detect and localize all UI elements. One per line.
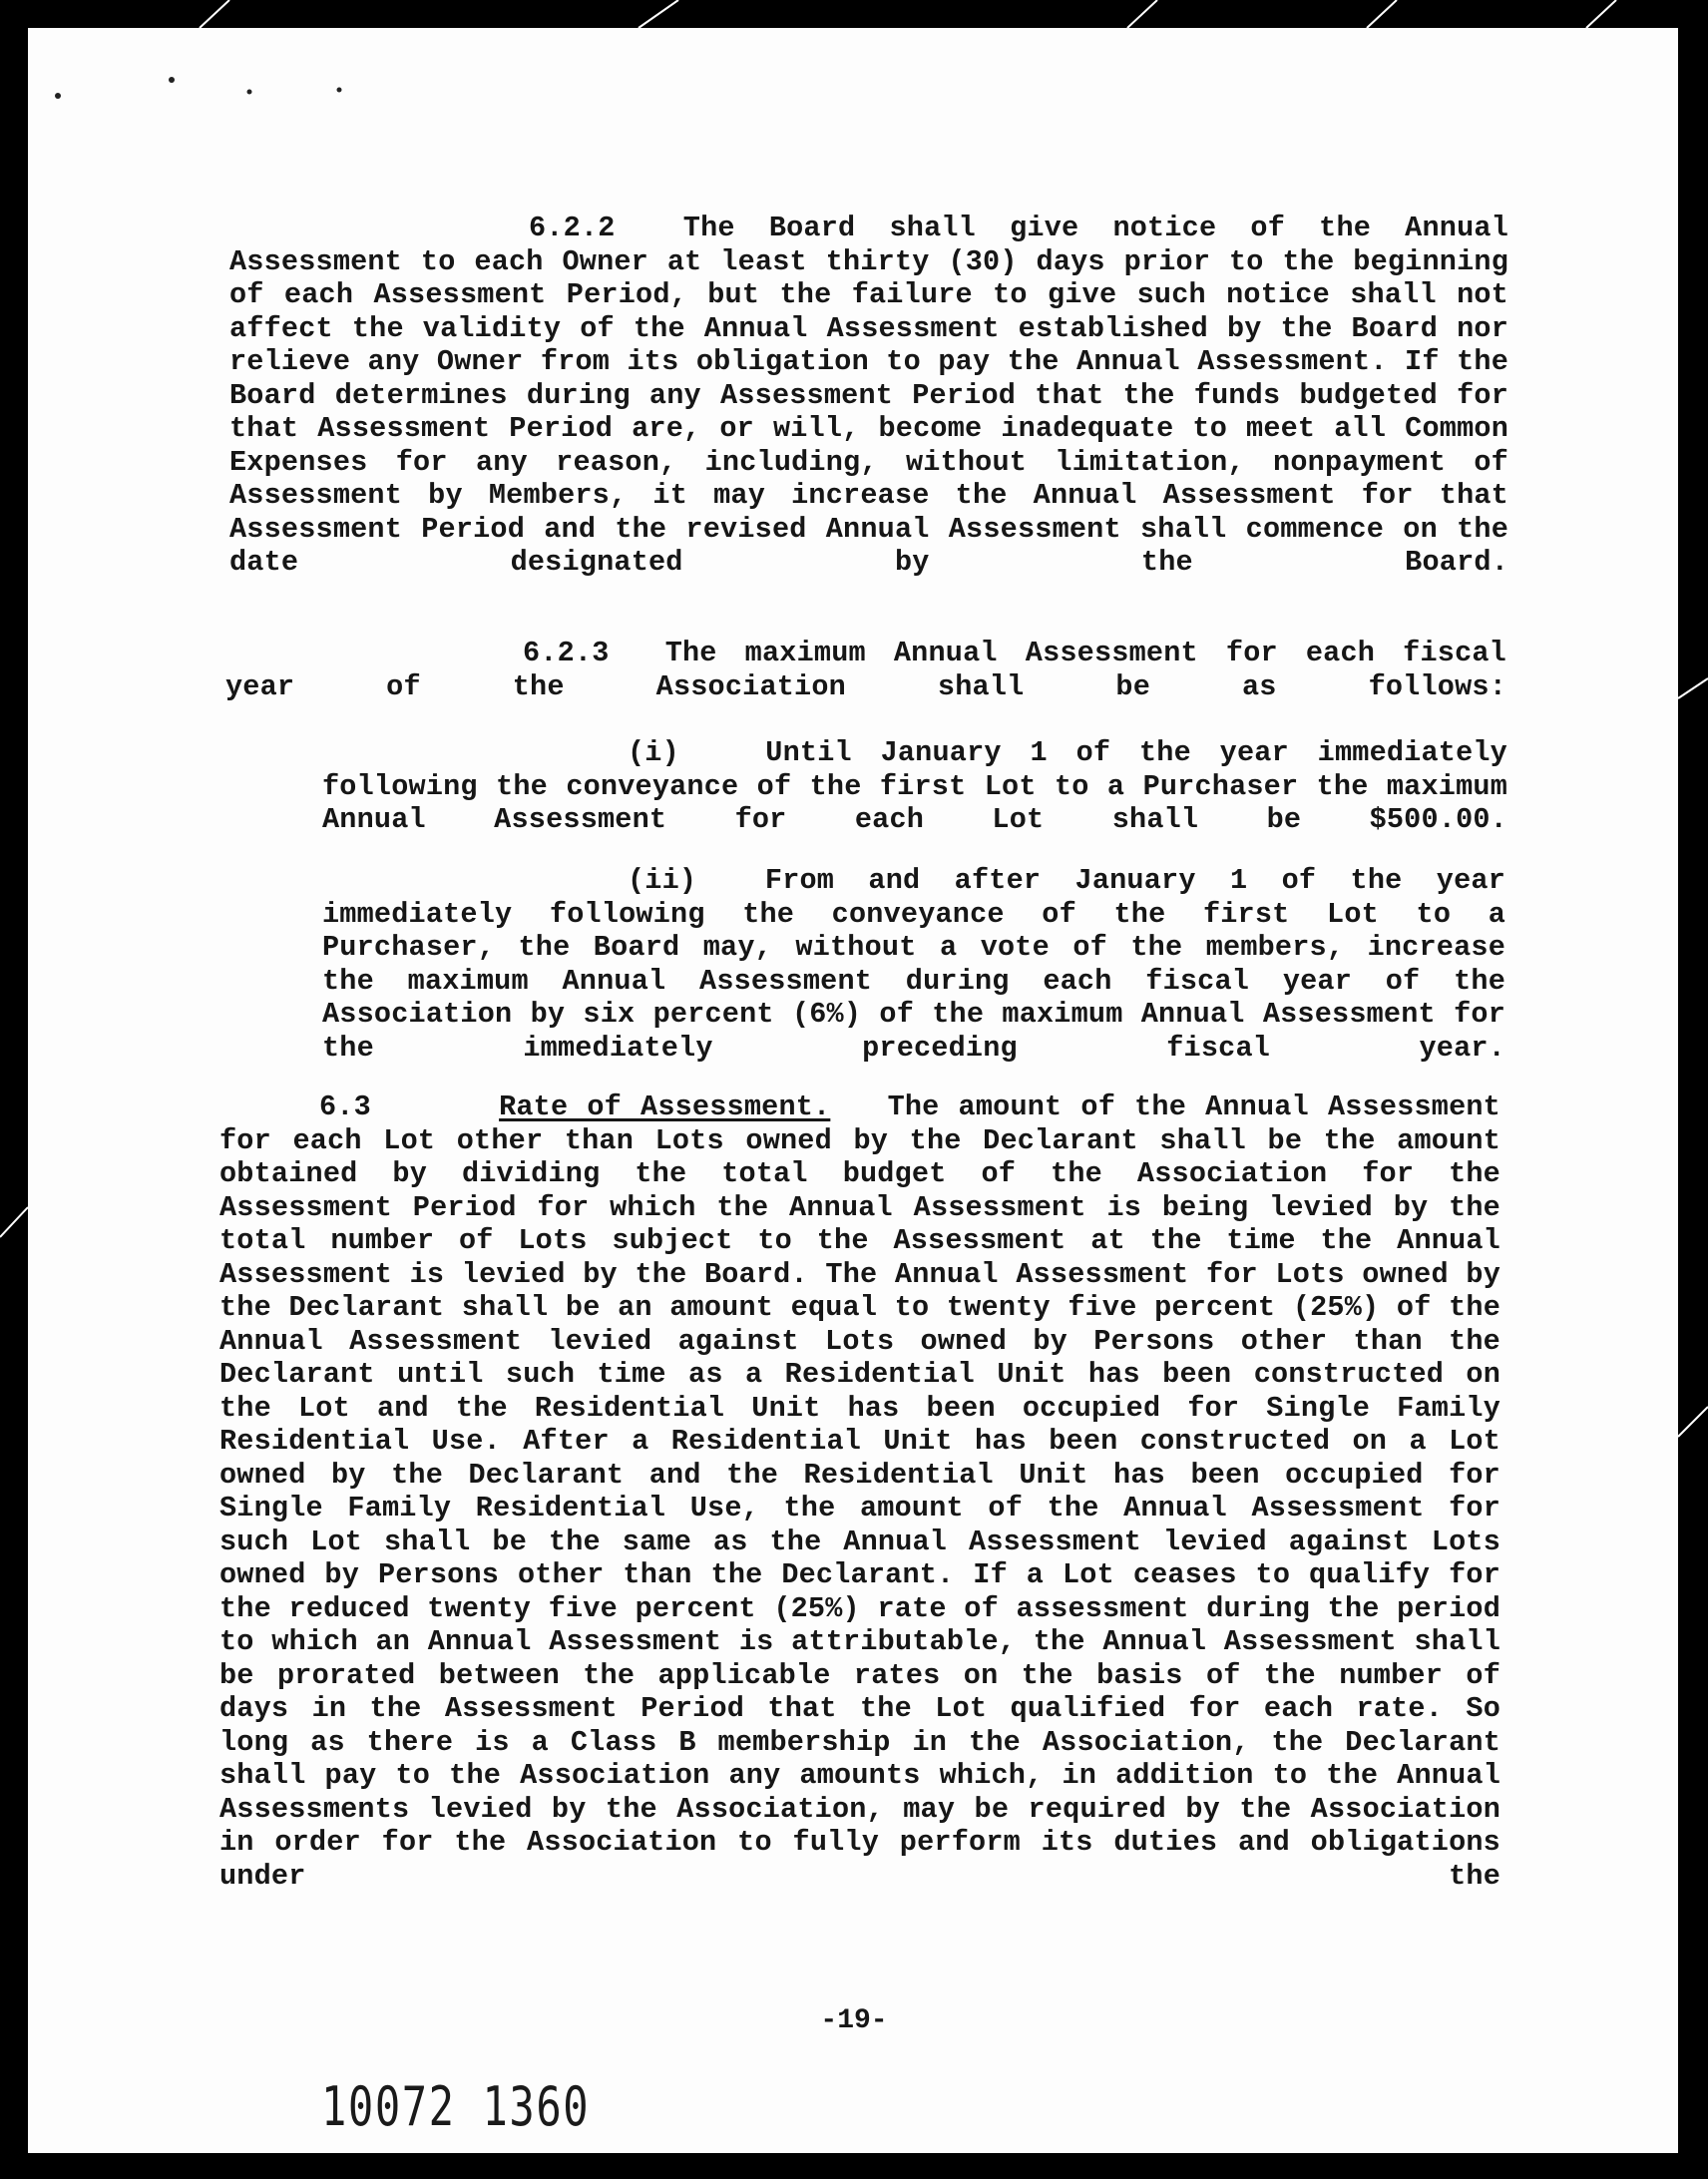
section-6-2-2-number: 6.2.2 bbox=[529, 212, 616, 244]
document-code: 10072 1360 bbox=[321, 2075, 591, 2138]
item-ii-paragraph bbox=[322, 864, 1505, 1065]
item-i-paragraph bbox=[322, 736, 1507, 837]
section-6-2-3-number: 6.2.3 bbox=[523, 637, 610, 669]
section-6-3-paragraph bbox=[219, 1090, 1500, 1893]
item-i-label: (i) bbox=[628, 736, 679, 769]
section-6-3-text: The amount of the Annual Assessment for each Lot other than Lots owned by the Declarant shall be the amount obtained by dividing the total budget of the Association for the Assessment Period for which the Annual Assessment is being levied by the total number of Lots subject to the Assessment at the time the Annual Assessment is levied by the Board. The Annual Assessment for Lots owned by the Declarant shall be an amount equal to twenty five percent (25%) of the Annual Assessment levied against Lots owned by Persons other than the Declarant until such time as a Residential Unit has been constructed on the Lot and the Residential Unit has been occupied for Single Family Residential Use. After a Residential Unit has been constructed on a Lot owned by the Declarant and the Residential Unit has been occupied for Single Family Residential Use, the amount of the Annual Assessment for such Lot shall be the same as the Annual Assessment levied against Lots owned by Persons other than the Declarant. If a Lot ceases to qualify for the reduced twenty five percent (25%) rate of assessment during the period to which an Annual Assessment is attributable, the Annual Assessment shall be prorated between the applicable rates on the basis of the number of days in the Assessment Period that the Lot qualified for each rate. So long as there is a Class B membership in the Association, the Declarant shall pay to the Association any amounts which, in addition to the Annual Assessments levied by the Association, may be required by the Association in order for the Association to fully perform its duties and obligations under the bbox=[219, 1090, 1500, 1893]
page-number: -19- bbox=[820, 2005, 888, 2036]
section-6-3-heading: Rate of Assessment. bbox=[499, 1090, 831, 1123]
section-6-2-3-paragraph bbox=[225, 637, 1506, 703]
item-ii-label: (ii) bbox=[628, 864, 697, 897]
item-i-text: Until January 1 of the year immediately following the conveyance of the first Lot to a Purchaser the maximum Annual Assessment for each Lot shall be $500.00. bbox=[322, 736, 1507, 836]
section-6-2-3-text: The maximum Annual Assessment for each fiscal year of the Association shall be as follows: bbox=[225, 637, 1506, 703]
section-6-2-2-paragraph bbox=[229, 212, 1508, 580]
section-6-2-2-text: The Board shall give notice of the Annual Assessment to each Owner at least thirty (30) days prior to the beginning of each Assessment Period, but the failure to give such notice shall not affect the validity of the Annual Assessment established by the Board nor relieve any Owner from its obligation to pay the Annual Assessment. If the Board determines during any Assessment Period that the funds budgeted for that Assessment Period are, or will, become inadequate to meet all Common Expenses for any reason, including, without limitation, nonpayment of Assessment by Members, it may increase the Annual Assessment for that Assessment Period and the revised Annual Assessment shall commence on the date designated by the Board. bbox=[229, 212, 1508, 579]
section-6-3-number: 6.3 bbox=[319, 1090, 371, 1123]
item-ii-text: From and after January 1 of the year immediately following the conveyance of the first Lot to a Purchaser, the Board may, without a vote of the members, increase the maximum Annual Assessment during each fiscal year of the Association by six percent (6%) of the maximum Annual Assessment for the immediately preceding fiscal year. bbox=[322, 864, 1505, 1065]
